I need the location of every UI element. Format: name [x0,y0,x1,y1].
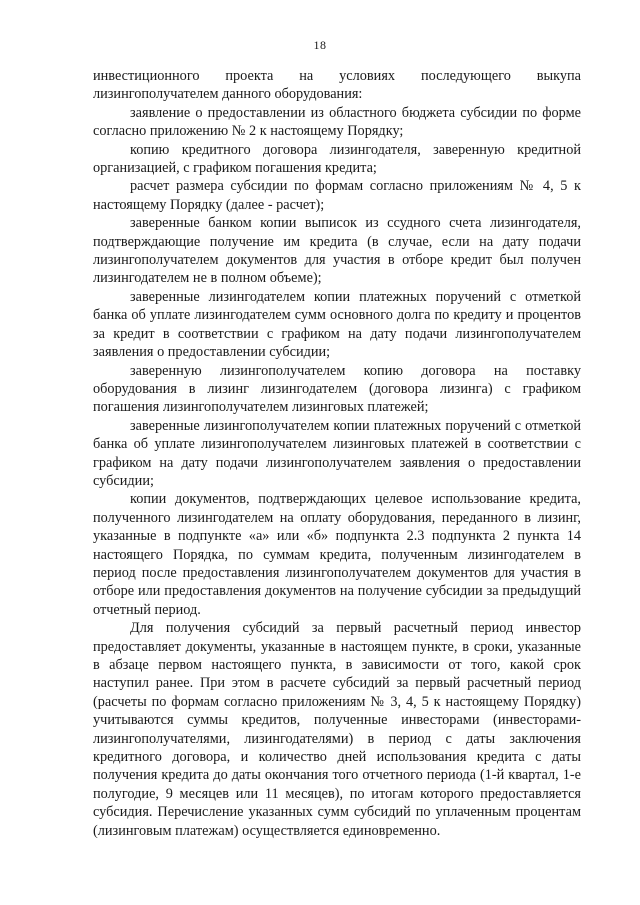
paragraph-target-use-documents: копии документов, подтверждающих целевое использование кредита, полученного лизингодателем на оплату оборудования, переданного в лизинг, указанные в подпункте «а» или «б» подпункта 2.3 подпункта 2 пункта 14 настоящего Порядка, по суммам кредита, полученным лизингодателем в период после предоставления лизингополучателем документов для участия в отборе или предоставления документов на получение субсидии за предыдущий отчетный период. [93,491,581,618]
paragraph-continuation: инвестиционного проекта на условиях последующего выкупа лизингополучателем данного оборудования: [93,68,581,103]
paragraph-first-period: Для получения субсидий за первый расчетный период инвестор предоставляет документы, указанные в настоящем пункте, в сроки, указанные в абзаце первом настоящего пункта, в зависимости от того, какой срок наступил ранее. При этом в расчете субсидий за первый расчетный период (расчеты по формам согласно приложениям № 3, 4, 5 к настоящему Порядку) учитываются суммы кредитов, полученные инвесторами (инвесторами-лизингополучателями, лизингодателями) в период с даты заключения кредитного договора, и количество дней использования кредита с даты получения кредита до даты окончания того отчетного периода (1-й квартал, 1-е полугодие, 9 месяцев или 11 месяцев), по итогам которого предоставляется субсидия. Перечисление указанных сумм субсидий по уплаченным процентам (лизинговым платежам) осуществляется единовременно. [93,620,581,839]
paragraph-credit-agreement: копию кредитного договора лизингодателя, заверенную кредитной организацией, с графиком погашения кредита; [93,141,581,177]
document-body [93,67,581,840]
paragraph-subsidy-calculation: расчет размера субсидии по формам согласно приложениям № 4, 5 к настоящему Порядку (далее - расчет); [93,178,581,213]
paragraph-lessor-payment-orders: заверенные лизингодателем копии платежных поручений с отметкой банка об уплате лизингодателем сумм основного долга по кредиту и процентов за кредит в соответствии с графиком на дату подачи лизингополучателем заявления о предоставлении субсидии; [93,288,581,361]
paragraph-application: заявление о предоставлении из областного бюджета субсидии по форме согласно приложению № 2 к настоящему Порядку; [93,104,581,140]
paragraph-leasing-contract: заверенную лизингополучателем копию договора на поставку оборудования в лизинг лизингодателем (договора лизинга) с графиком погашения лизингополучателем лизинговых платежей; [93,362,581,416]
paragraph-loan-statements: заверенные банком копии выписок из ссудного счета лизингодателя, подтверждающие получение им кредита (в случае, если на дату подачи лизингополучателем документов для участия в отборе кредит был получен лизингодателем не в полном объеме); [93,215,581,287]
paragraph-lessee-payment-orders: заверенные лизингополучателем копии платежных поручений с отметкой банка об уплате лизингополучателем лизинговых платежей в соответствии с графиком на дату подачи лизингополучателем заявления о предоставлении субсидии; [93,417,581,489]
page-number: 18 [313,38,327,52]
